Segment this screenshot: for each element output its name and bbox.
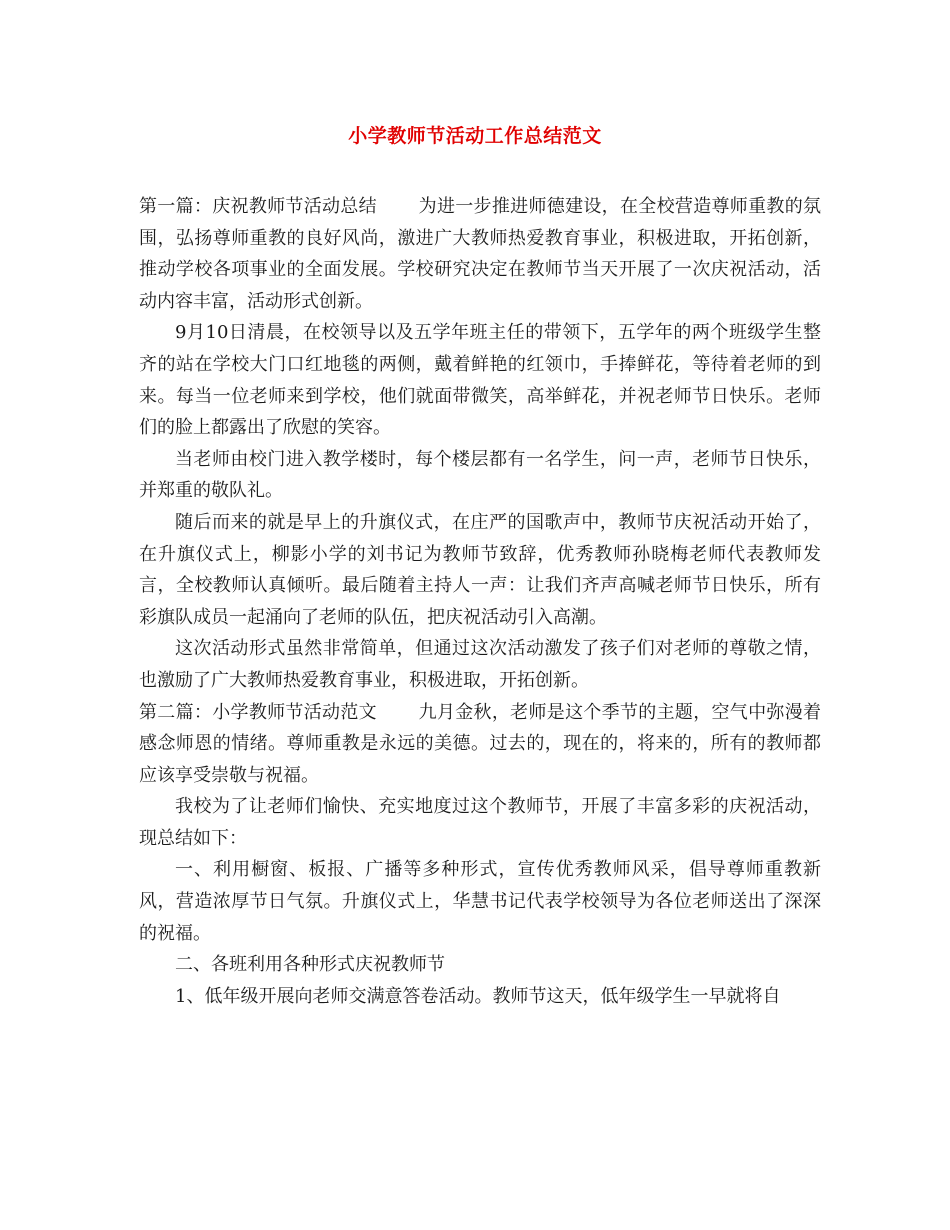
paragraph-6 bbox=[139, 697, 821, 792]
paragraph-9: 二、各班利用各种形式庆祝教师节 bbox=[175, 954, 445, 976]
section-heading-1: 第一篇：庆祝教师节活动总结 bbox=[139, 196, 377, 217]
document-body bbox=[139, 191, 821, 1012]
paragraph-7: 我校为了让老师们愉快、充实地度过这个教师节，开展了丰富多彩的庆祝活动，现总结如下： bbox=[139, 796, 821, 849]
paragraph-1 bbox=[139, 191, 821, 317]
paragraph-5: 这次活动形式虽然非常简单，但通过这次活动激发了孩子们对老师的尊敬之情，也激励了广大教师热爱教育事业，积极进取，开拓创新。 bbox=[139, 638, 821, 691]
paragraph-10: 1、低年级开展向老师交满意答卷活动。教师节这天，低年级学生一早就将自 bbox=[175, 985, 781, 1007]
paragraph-4: 随后而来的就是早上的升旗仪式，在庄严的国歌声中，教师节庆祝活动开始了，在升旗仪式上，柳影小学的刘书记为教师节致辞，优秀教师孙晓梅老师代表教师发言，全校教师认真倾听。最后随着主持人一声：让我们齐声高喊老师节日快乐，所有彩旗队成员一起涌向了老师的队伍，把庆祝活动引入高潮。 bbox=[139, 511, 821, 628]
section-heading-2: 第二篇：小学教师节活动范文 bbox=[139, 701, 377, 723]
paragraph-8: 一、利用橱窗、板报、广播等多种形式，宣传优秀教师风采，倡导尊师重教新风，营造浓厚节日气氛。升旗仪式上，华慧书记代表学校领导为各位老师送出了深深的祝福。 bbox=[139, 859, 821, 944]
paragraph-2: 9月10日清晨，在校领导以及五学年班主任的带领下，五学年的两个班级学生整齐的站在学校大门口红地毯的两侧，戴着鲜艳的红领巾，手捧鲜花，等待着老师的到来。每当一位老师来到学校，他们就面带微笑，高举鲜花，并祝老师节日快乐。老师们的脸上都露出了欣慰的笑容。 bbox=[139, 322, 821, 439]
paragraph-text: 九月金秋，老师是这个季节的主题，空气中弥漫着感念师恩的情绪。尊师重教是永远的美德。过去的，现在的，将来的，所有的教师都应该享受崇敬与祝福。 bbox=[139, 701, 822, 786]
document-title: 小学教师节活动工作总结范文 bbox=[348, 125, 602, 147]
paragraph-3: 当老师由校门进入教学楼时，每个楼层都有一名学生，问一声，老师节日快乐，并郑重的敬队礼。 bbox=[139, 448, 821, 502]
paragraph-text: 为进一步推进师德建设，在全校营造尊师重教的氛围，弘扬尊师重教的良好风尚，激进广大教师热爱教育事业，积极进取，开拓创新，推动学校各项事业的全面发展。学校研究决定在教师节当天开展了一次庆祝活动，活动内容丰富，活动形式创新。 bbox=[139, 196, 822, 312]
